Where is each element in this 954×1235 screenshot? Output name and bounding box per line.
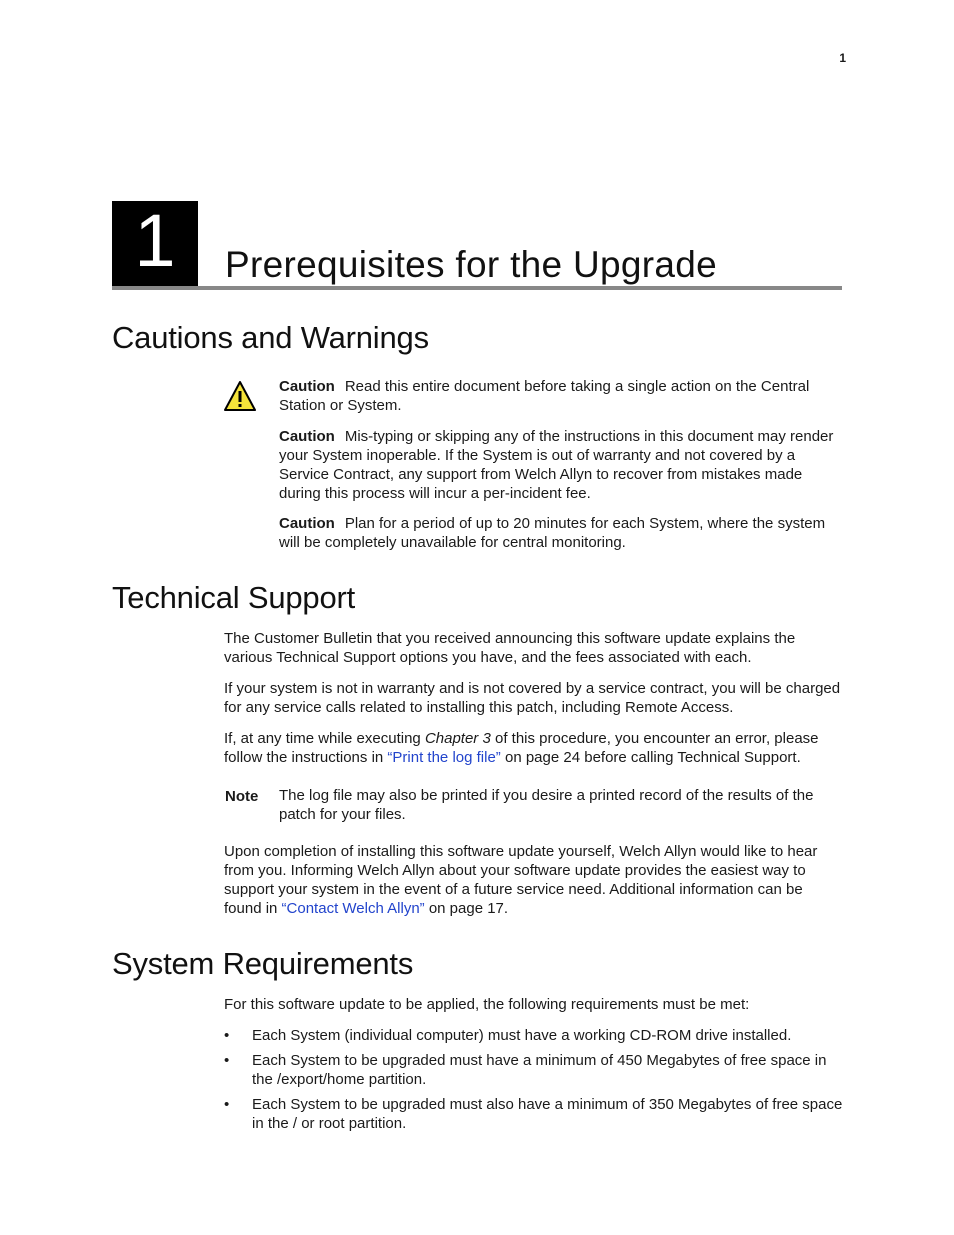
print-log-file-link[interactable]: “Print the log file” xyxy=(387,749,501,766)
bullet-marker: • xyxy=(224,1027,230,1044)
section-heading-technical-support: Technical Support xyxy=(112,580,356,615)
note-label: Note xyxy=(225,788,259,805)
chapter-title: Prerequisites for the Upgrade xyxy=(225,244,718,285)
bullet-marker: • xyxy=(224,1096,230,1113)
page-number: 1 xyxy=(839,51,846,65)
support-paragraph-warranty: If your system is not in warranty and is not covered by a service contract, you will be charged for any service calls related to installing this patch, including Remote Access. xyxy=(224,680,841,716)
warning-triangle-icon xyxy=(223,380,257,412)
support-paragraph-contact: Upon completion of installing this software update yourself, Welch Allyn would like to hear from you. Informing Welch Allyn about your software update provides the easiest way to support your system in the event of a future service need. Additional information can be found in “Contact Welch Allyn” on page 17. xyxy=(224,843,818,917)
section-heading-system-requirements: System Requirements xyxy=(112,946,414,981)
support-paragraph-bulletin: The Customer Bulletin that you received announcing this software update explains the various Technical Support options you have, and the fees associated with each. xyxy=(224,630,796,666)
chapter-title-rule xyxy=(112,286,842,290)
section-heading-cautions: Cautions and Warnings xyxy=(112,320,429,355)
caution-item: Caution Mis-typing or skipping any of the instructions in this document may render your System inoperable. If the System is out of warranty and not covered by a Service Contract, any support from Welch Allyn to recover from mistakes made during this process will incur a per-incident fee. xyxy=(279,428,834,502)
contact-welch-allyn-link[interactable]: “Contact Welch Allyn” xyxy=(281,900,425,917)
caution-item: Caution Plan for a period of up to 20 minutes for each System, where the system will be completely unavailable for central monitoring. xyxy=(279,515,826,551)
caution-item: Caution Read this entire document before taking a single action on the Central Station or System. xyxy=(279,378,810,414)
requirements-intro: For this software update to be applied, the following requirements must be met: xyxy=(224,996,750,1013)
note-text: The log file may also be printed if you desire a printed record of the results of the patch for your files. xyxy=(279,787,814,823)
support-paragraph-errors: If, at any time while executing Chapter 3 of this procedure, you encounter an error, please follow the instructions in “Print the log file” on page 24 before calling Technical Support. xyxy=(224,730,819,766)
requirement-item: Each System to be upgraded must also have a minimum of 350 Megabytes of free space in the / or root partition. xyxy=(252,1096,843,1132)
requirement-item: Each System (individual computer) must have a working CD-ROM drive installed. xyxy=(252,1027,792,1044)
requirement-item: Each System to be upgraded must have a minimum of 450 Megabytes of free space in the /export/home partition. xyxy=(252,1052,827,1088)
bullet-marker: • xyxy=(224,1052,230,1069)
chapter-number-block: 1 xyxy=(112,201,198,286)
